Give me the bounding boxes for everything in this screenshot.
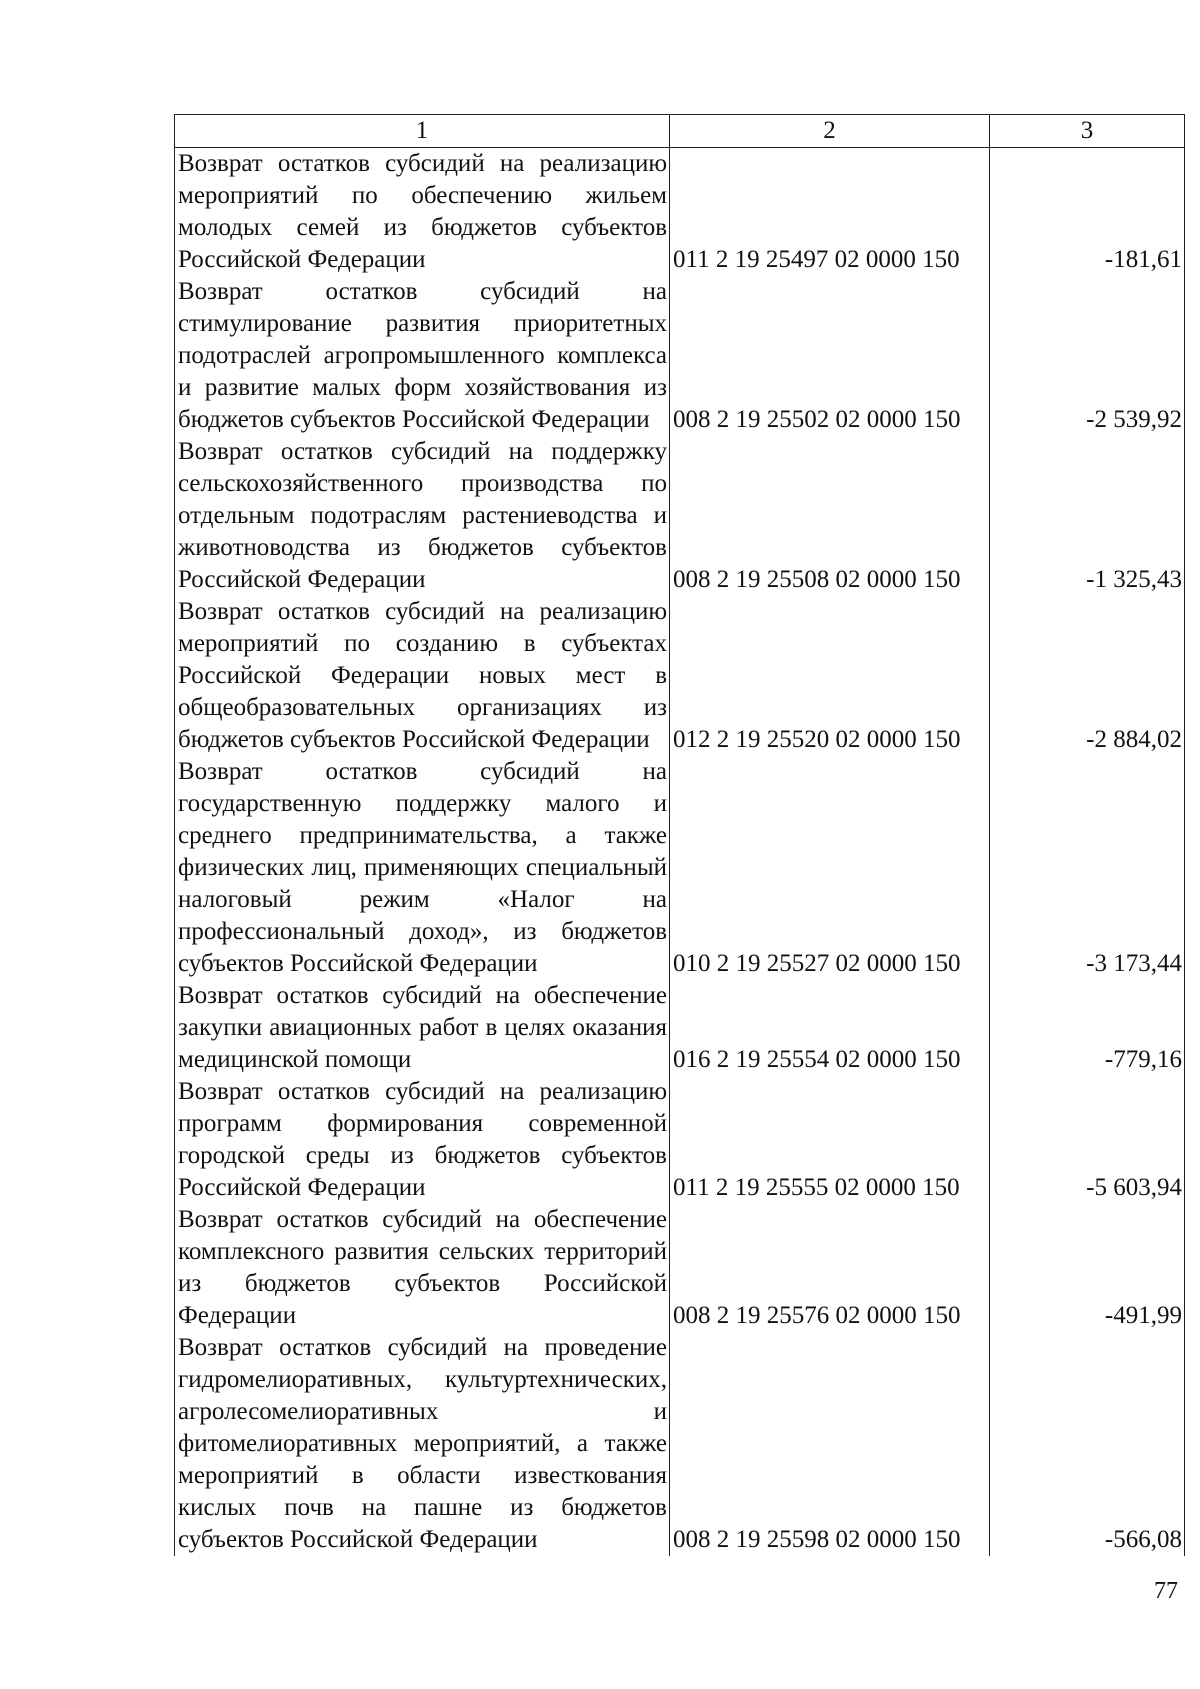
- row-budget-code: 011 2 19 25497 02 0000 150: [670, 148, 990, 277]
- row-budget-code: 008 2 19 25502 02 0000 150: [670, 276, 990, 436]
- row-description: Возврат остатков субсидий на обеспечение комплексного развития сельских территорий из бюджетов субъектов Российской Федерации: [175, 1204, 670, 1332]
- row-amount: -2 884,02: [990, 596, 1185, 756]
- row-description: Возврат остатков субсидий на обеспечение закупки авиационных работ в целях оказания медицинской помощи: [175, 980, 670, 1076]
- table-row: [175, 1204, 1185, 1332]
- header-row: [175, 115, 1185, 148]
- row-budget-code: 010 2 19 25527 02 0000 150: [670, 756, 990, 980]
- table-row: [175, 1332, 1185, 1556]
- column-header-2: 2: [670, 115, 990, 148]
- table-row: [175, 1076, 1185, 1204]
- row-budget-code: 008 2 19 25576 02 0000 150: [670, 1204, 990, 1332]
- budget-table: [174, 114, 1185, 1556]
- table-row: [175, 276, 1185, 436]
- table-header: [175, 115, 1185, 148]
- row-amount: -3 173,44: [990, 756, 1185, 980]
- table-row: [175, 756, 1185, 980]
- table-row: [175, 436, 1185, 596]
- row-description: Возврат остатков субсидий на поддержку сельскохозяйственного производства по отдельным подотраслям растениеводства и животноводства из бюджетов субъектов Российской Федерации: [175, 436, 670, 596]
- table-row: [175, 980, 1185, 1076]
- column-header-1: 1: [175, 115, 670, 148]
- row-amount: -1 325,43: [990, 436, 1185, 596]
- row-budget-code: 011 2 19 25555 02 0000 150: [670, 1076, 990, 1204]
- row-budget-code: 012 2 19 25520 02 0000 150: [670, 596, 990, 756]
- table-row: [175, 148, 1185, 277]
- row-amount: -2 539,92: [990, 276, 1185, 436]
- row-budget-code: 008 2 19 25598 02 0000 150: [670, 1332, 990, 1556]
- row-amount: -779,16: [990, 980, 1185, 1076]
- row-amount: -491,99: [990, 1204, 1185, 1332]
- row-description: Возврат остатков субсидий на проведение гидромелиоративных, культуртехнических, агролесомелиоративных и фитомелиоративных мероприятий, а также мероприятий в области известкования кислых почв на пашне из бюджетов субъектов Российской Федерации: [175, 1332, 670, 1556]
- row-description: Возврат остатков субсидий на реализацию программ формирования современной городской среды из бюджетов субъектов Российской Федерации: [175, 1076, 670, 1204]
- column-header-3: 3: [990, 115, 1185, 148]
- row-amount: -181,61: [990, 148, 1185, 277]
- row-amount: -5 603,94: [990, 1076, 1185, 1204]
- row-budget-code: 008 2 19 25508 02 0000 150: [670, 436, 990, 596]
- row-description: Возврат остатков субсидий на государственную поддержку малого и среднего предпринимательства, а также физических лиц, применяющих специальный налоговый режим «Налог на профессиональный доход», из бюджетов субъектов Российской Федерации: [175, 756, 670, 980]
- row-budget-code: 016 2 19 25554 02 0000 150: [670, 980, 990, 1076]
- row-description: Возврат остатков субсидий на стимулирование развития приоритетных подотраслей агропромышленного комплекса и развитие малых форм хозяйствования из бюджетов субъектов Российской Федерации: [175, 276, 670, 436]
- table-row: [175, 596, 1185, 756]
- page-number: 77: [1154, 1578, 1178, 1604]
- row-amount: -566,08: [990, 1332, 1185, 1556]
- table-body: [175, 148, 1185, 1557]
- row-description: Возврат остатков субсидий на реализацию мероприятий по созданию в субъектах Российской Федерации новых мест в общеобразовательных организациях из бюджетов субъектов Российской Федерации: [175, 596, 670, 756]
- row-description: Возврат остатков субсидий на реализацию мероприятий по обеспечению жильем молодых семей из бюджетов субъектов Российской Федерации: [175, 148, 670, 277]
